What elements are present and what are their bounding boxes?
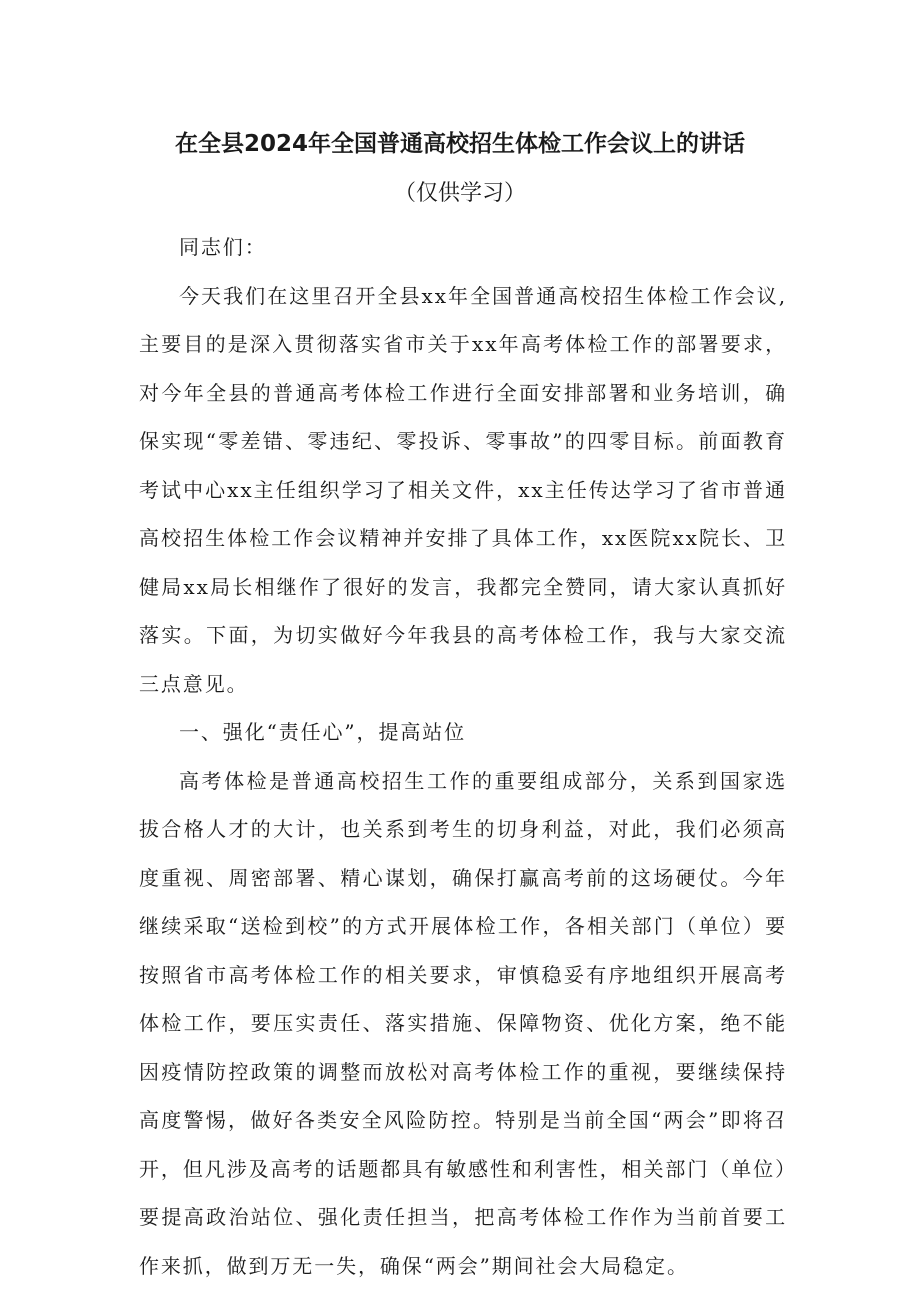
salutation: 同志们： <box>179 235 267 259</box>
document-title: 在全县2024年全国普通高校招生体检工作会议上的讲话 <box>174 131 745 157</box>
intro-paragraph: 今天我们在这里召开全县xx年全国普通高校招生体检工作会议,主要目的是深入贯彻落实省市关于xx年高考体检工作的部署要求，对今年全县的普通高考体检工作进行全面安排部署和业务培训，确保实现“零差错、零违纪、零投诉、零事故”的四零目标。前面教育考试中心xx主任组织学习了相关文件，xx主任传达学习了省市普通高校招生体检工作会议精神并安排了具体工作，xx医院xx院长、卫健局xx局长相继作了很好的发言，我都完全赞同，请大家认真抓好落实。下面，为切实做好今年我县的高考体检工作，我与大家交流三点意见。 <box>139 283 787 696</box>
section-heading-1: 一、强化“责任心”，提高站位 <box>179 720 467 744</box>
section-paragraph-1: 高考体检是普通高校招生工作的重要组成部分，关系到国家选拔合格人才的大计，也关系到考生的切身利益，对此，我们必须高度重视、周密部署、精心谋划，确保打赢高考前的这场硬仗。今年继续采取“送检到校”的方式开展体检工作，各相关部门（单位）要按照省市高考体检工作的相关要求，审慎稳妥有序地组织开展高考体检工作，要压实责任、落实措施、保障物资、优化方案，绝不能因疫情防控政策的调整而放松对高考体检工作的重视，要继续保持高度警惕，做好各类安全风险防控。特别是当前全国“两会”即将召开，但凡涉及高考的话题都具有敏感性和利害性，相关部门（单位）要提高政治站位、强化责任担当，把高考体检工作作为当前首要工作来抓，做到万无一失，确保“两会”期间社会大局稳定。 <box>139 768 787 1278</box>
document-body <box>139 223 787 1290</box>
document-subtitle: （仅供学习） <box>393 181 526 206</box>
